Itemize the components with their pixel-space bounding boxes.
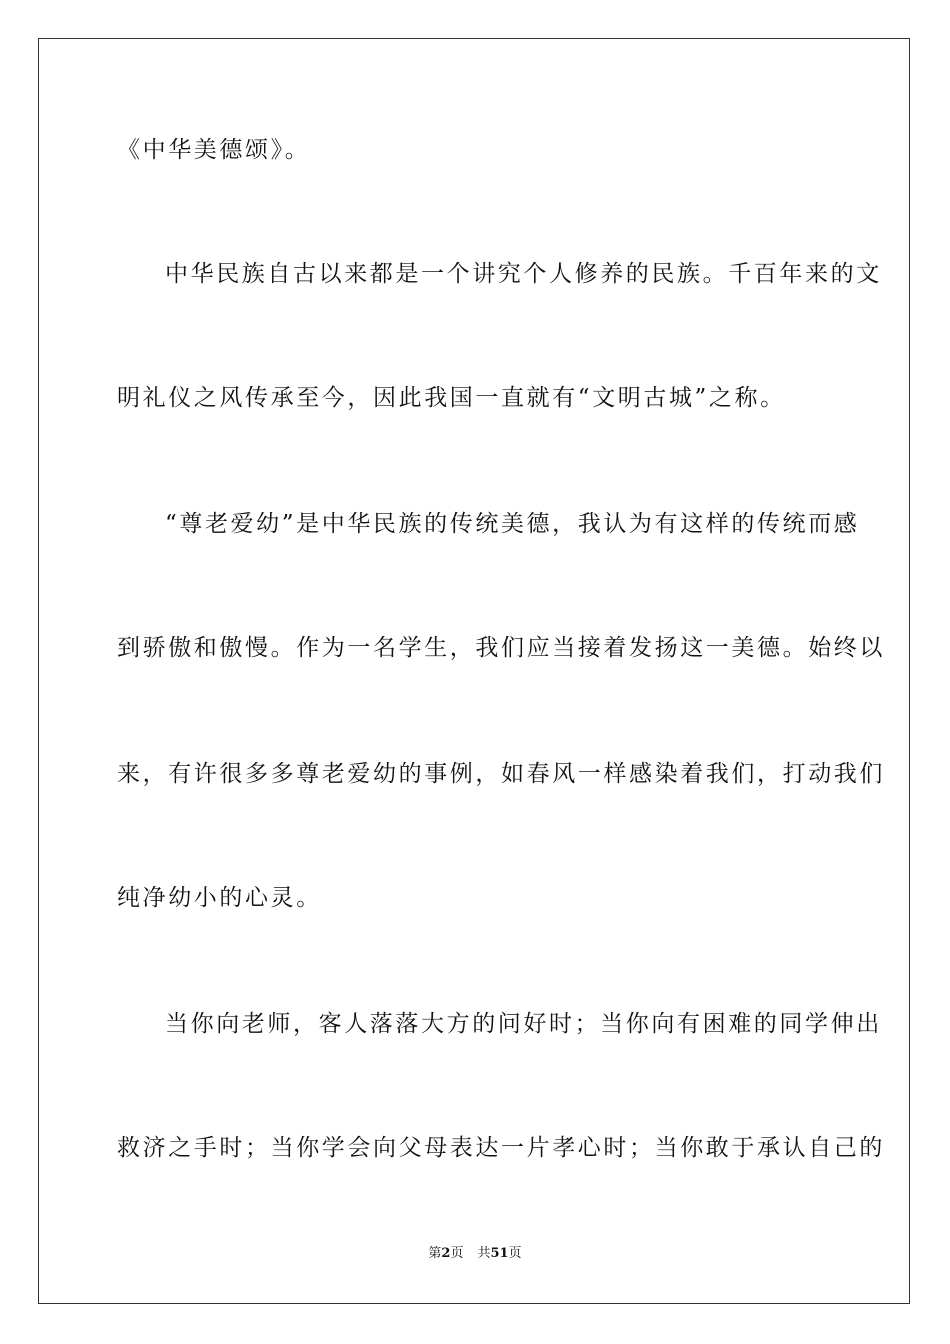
text-line-5: 到骄傲和傲慢。作为一名学生，我们应当接着发扬这一美德。始终以 (117, 635, 885, 661)
page-border (38, 38, 910, 1304)
total-pages: 51 (490, 1246, 509, 1261)
text-line-7: 纯净幼小的心灵。 (117, 885, 322, 911)
page-footer (0, 1245, 950, 1263)
total-prefix: 共 (477, 1246, 491, 1261)
text-line-1: 《中华美德颂》。 (117, 137, 311, 163)
text-line-8: 当你向老师，客人落落大方的问好时；当你向有困难的同学伸出 (165, 1011, 882, 1037)
page-number: 2 (441, 1246, 451, 1261)
text-line-6: 来，有许很多多尊老爱幼的事例，如春风一样感染着我们，打动我们 (117, 761, 885, 787)
text-line-2: 中华民族自古以来都是一个讲究个人修养的民族。千百年来的文 (165, 261, 882, 287)
total-suffix: 页 (508, 1246, 522, 1261)
page-suffix: 页 (450, 1246, 464, 1261)
text-line-9: 救济之手时；当你学会向父母表达一片孝心时；当你敢于承认自己的 (117, 1135, 885, 1161)
page-prefix: 第 (428, 1246, 442, 1261)
text-line-4: “尊老爱幼”是中华民族的传统美德，我认为有这样的传统而感 (165, 511, 860, 537)
text-line-3: 明礼仪之风传承至今，因此我国一直就有“文明古城”之称。 (117, 385, 786, 411)
